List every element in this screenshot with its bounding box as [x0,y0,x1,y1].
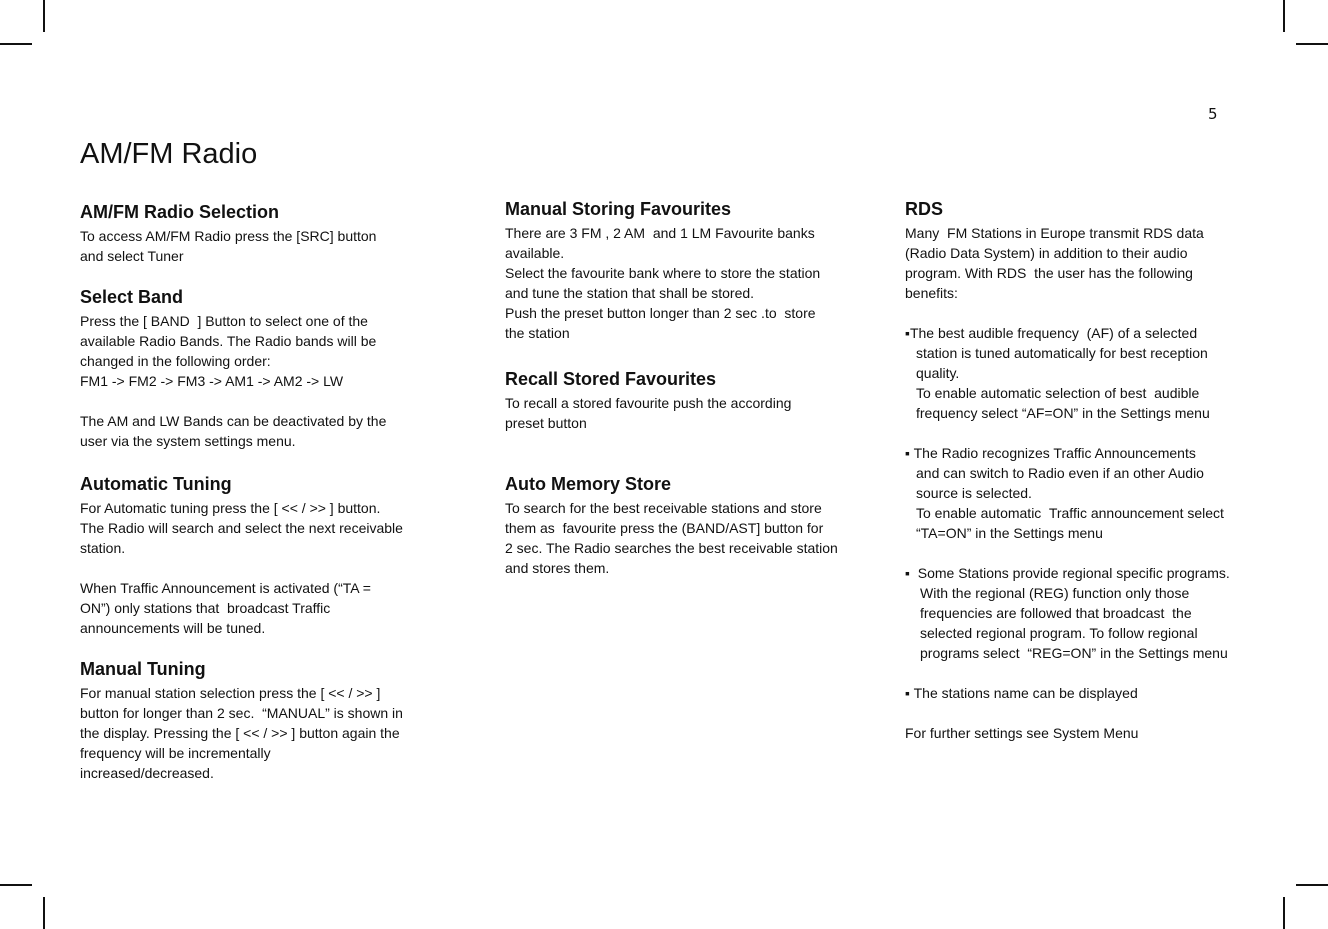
text-line: station is tuned automatically for best reception [916,345,1208,361]
bullet-reg: ▪ Some Stations provide regional specific programs. [905,565,1230,581]
text-line: To search for the best receivable stations and store [505,500,822,516]
text-line: station. [80,540,126,556]
bullet-names: ▪ The stations name can be displayed [905,685,1138,701]
text-line: “TA=ON” in the Settings menu [916,525,1103,541]
text-line: and stores them. [505,560,610,576]
text-line: the station [505,325,570,341]
section-manual-tuning [80,658,403,783]
text-line: The AM and LW Bands can be deactivated by the [80,413,387,429]
further-settings-text: For further settings see System Menu [905,725,1139,741]
text-line: available. [505,245,565,261]
crop-mark [1283,0,1285,32]
section-heading: Recall Stored Favourites [505,369,717,389]
text-line: program. With RDS the user has the following [905,265,1193,281]
crop-mark [43,897,45,929]
crop-mark [0,884,32,886]
text-line: increased/decreased. [80,765,214,781]
section-rds [905,198,1230,743]
section-auto-memory [505,473,838,578]
text-line: user via the system settings menu. [80,433,296,449]
text-line: To enable automatic selection of best audible [916,385,1200,401]
section-select-band [80,286,386,451]
text-line: ON”) only stations that broadcast Traffic [80,600,331,616]
text-line: selected regional program. To follow regional [920,625,1198,641]
text-line: source is selected. [916,485,1032,501]
page-number: 5 [1208,105,1218,123]
section-heading: Automatic Tuning [80,474,232,494]
page-title: AM/FM Radio [80,138,258,170]
crop-mark [43,0,45,32]
crop-mark [1296,43,1328,45]
text-line: Press the [ BAND ] Button to select one of the [80,313,368,329]
text-line: With the regional (REG) function only those [920,585,1190,601]
text-line: To access AM/FM Radio press the [SRC] button [80,228,377,244]
text-line: available Radio Bands. The Radio bands will be [80,333,377,349]
crop-mark [1283,897,1285,929]
text-line: the display. Pressing the [ << / >> ] button again the [80,725,400,741]
text-line: When Traffic Announcement is activated (“TA = [80,580,371,596]
text-line: For Automatic tuning press the [ << / >> ] button. [80,500,381,516]
text-line: The Radio will search and select the next receivable [80,520,403,536]
text-line: and can switch to Radio even if an other Audio [916,465,1204,481]
text-line: Push the preset button longer than 2 sec .to store [505,305,816,321]
text-line: frequency will be incrementally [80,745,271,761]
bullet-ta: ▪ The Radio recognizes Traffic Announcements [905,445,1196,461]
text-line: Select the favourite bank where to store the station [505,265,821,281]
text-line: To recall a stored favourite push the according [505,395,792,411]
text-line: To enable automatic Traffic announcement select [916,505,1224,521]
text-line: them as favourite press the (BAND/AST] button for [505,520,824,536]
section-radio-selection [80,201,376,266]
bullet-af: ▪The best audible frequency (AF) of a selected [905,325,1198,341]
text-line: changed in the following order: [80,353,271,369]
section-automatic-tuning [80,473,403,638]
text-line: benefits: [905,285,958,301]
section-heading: Select Band [80,287,184,307]
section-manual-storing [505,198,820,343]
section-heading: Manual Tuning [80,659,206,679]
section-recall-stored [505,368,791,433]
section-heading: Auto Memory Store [505,474,672,494]
text-line: announcements will be tuned. [80,620,266,636]
text-line: frequencies are followed that broadcast the [920,605,1192,621]
text-line: programs select “REG=ON” in the Settings menu [920,645,1228,661]
text-line: 2 sec. The Radio searches the best receivable station [505,540,838,556]
text-line: There are 3 FM , 2 AM and 1 LM Favourite banks [505,225,815,241]
text-line: For manual station selection press the [ << / >> ] [80,685,381,701]
text-line: and tune the station that shall be stored. [505,285,755,301]
text-line: Many FM Stations in Europe transmit RDS data [905,225,1204,241]
section-heading: AM/FM Radio Selection [80,202,280,222]
section-heading: Manual Storing Favourites [505,199,732,219]
section-heading: RDS [905,199,944,219]
text-line: preset button [505,415,587,431]
text-line: frequency select “AF=ON” in the Settings menu [916,405,1210,421]
crop-mark [1296,884,1328,886]
text-line: and select Tuner [80,248,184,264]
text-line: button for longer than 2 sec. “MANUAL” is shown in [80,705,403,721]
text-line: FM1 -> FM2 -> FM3 -> AM1 -> AM2 -> LW [80,373,344,389]
text-line: (Radio Data System) in addition to their audio [905,245,1188,261]
crop-mark [0,43,32,45]
text-line: quality. [916,365,960,381]
